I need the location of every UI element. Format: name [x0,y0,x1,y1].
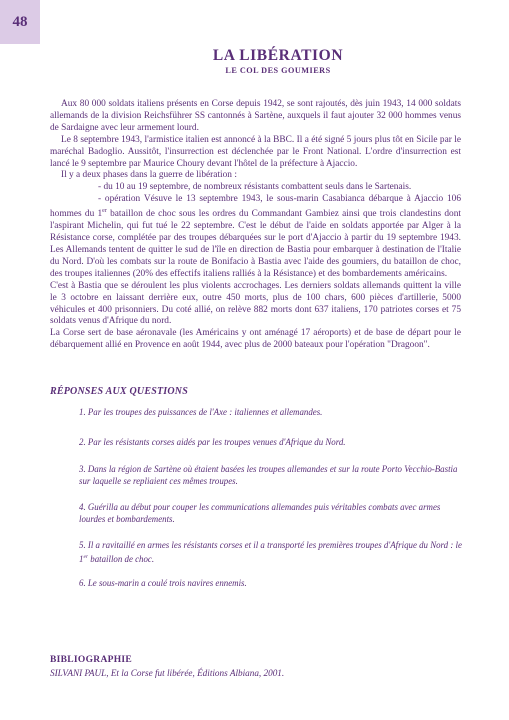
answer-5-start: 5. Il a ravitaillé en armes les résistants corses et il a transporté les premières troupes d'Afrique du Nord : le 1 [79,540,462,564]
phase-item-2-start: - opération Vésuve le 13 septembre 1943, le sous-marin Casabianca débarque à Ajaccio 106 hommes du 1 [50,194,461,220]
bibliography-entry: SILVANI PAUL, Et la Corse fut libérée, Éditions Albiana, 2001. [50,668,285,678]
phase-item-2-sup: er [102,208,107,215]
title-block [78,47,478,75]
answer-5-sup: er [83,553,89,560]
bibliography-heading: BIBLIOGRAPHIE [50,655,133,665]
paragraph-intro: Aux 80 000 soldats italiens présents en Corse depuis 1942, se sont rajoutés, dès juin 1943, 14 000 soldats allemands de la division Reichsführer SS cantonnés à Sartène, auxquels il faut ajouter 32 000 hommes venus de Sardaigne avec leur armement lourd. [50,99,461,133]
paragraph-base: La Corse sert de base aéronavale (les Américains y ont aménagé 17 aéroports) et de base de départ pour le débarquement allié en Provence en août 1944, avec plus de 2000 bateaux pour l'opération "Dragoon". [50,328,461,351]
answer-4: 4. Guérilla au début pour couper les communications allemandes puis véritables combats avec armes lourdes et bombardements. [79,502,441,524]
page-number: 48 [12,13,28,30]
paragraph-phases: Il y a deux phases dans la guerre de libération : [61,170,237,181]
phase-item-2 [50,194,461,280]
questions-heading: RÉPONSES AUX QUESTIONS [50,386,188,397]
paragraph-bastia: C'est à Bastia que se déroulent les plus violents accrochages. Les derniers soldats allemands quittent la ville le 3 octobre en laissant derrière eux, outre 450 morts, plus de 100 chars, 600 pièces d'artillerie, 5000 véhicules et 400 prisonniers. Du coté allié, on relève 882 morts dont 637 italiens, 170 patriotes corses et 75 soldats venus d'Afrique du nord. [50,280,461,327]
page-number-box [0,0,40,44]
answer-1: 1. Par les troupes des puissances de l'Axe : italiennes et allemandes. [79,407,323,417]
answer-6: 6. Le sous-marin a coulé trois navires ennemis. [79,578,247,588]
body-text [50,99,461,352]
answer-5 [79,540,462,565]
page-subtitle: LE COL DES GOUMIERS [225,66,331,75]
answer-5-end: bataillon de choc. [88,553,155,564]
answer-3: 3. Dans la région de Sartène où étaient basées les troupes allemandes et sur la route Porto Vecchio-Bastia sur laquelle se repliaient ces mêmes troupes. [79,464,458,486]
page-title: LA LIBÉRATION [212,47,344,64]
answer-2: 2. Par les résistants corses aidés par les troupes venues d'Afrique du Nord. [79,437,346,447]
phase-item-2-end: bataillon de choc sous les ordres du Commandant Gambiez ainsi que trois clandestins dont l'aspirant Michelin, qui fut tué le 22 septembre. C'est le début de l'aide en soldats apportée par Alger à la Résistance corse, complétée par des troupes débarquées sur le port d'Ajaccio à partir du 19 septembre 1943. Les Allemands tentent de quitter le sud de l'île en direction de Bastia pour embarquer à destination de l'Italie du Nord. D'où les combats sur la route de Bonifacio à Bastia avec l'aide des goumiers, du bataillon de choc, des troupes italiennes (20% des effectifs italiens ralliés à la Résistance) et des bombardements américains. [50,209,461,279]
paragraph-armistice: Le 8 septembre 1943, l'armistice italien est annoncé à la BBC. Il a été signé 5 jours plus tôt en Sicile par le maréchal Badoglio. Aussitôt, l'insurrection est déclenchée par le Front National. L'ordre d'insurrection est lancé le 9 septembre par Maurice Choury devant l'hôtel de la préfecture à Ajaccio. [50,134,461,169]
phase-item-1: - du 10 au 19 septembre, de nombreux résistants combattent seuls dans le Sartenais. [98,182,412,193]
